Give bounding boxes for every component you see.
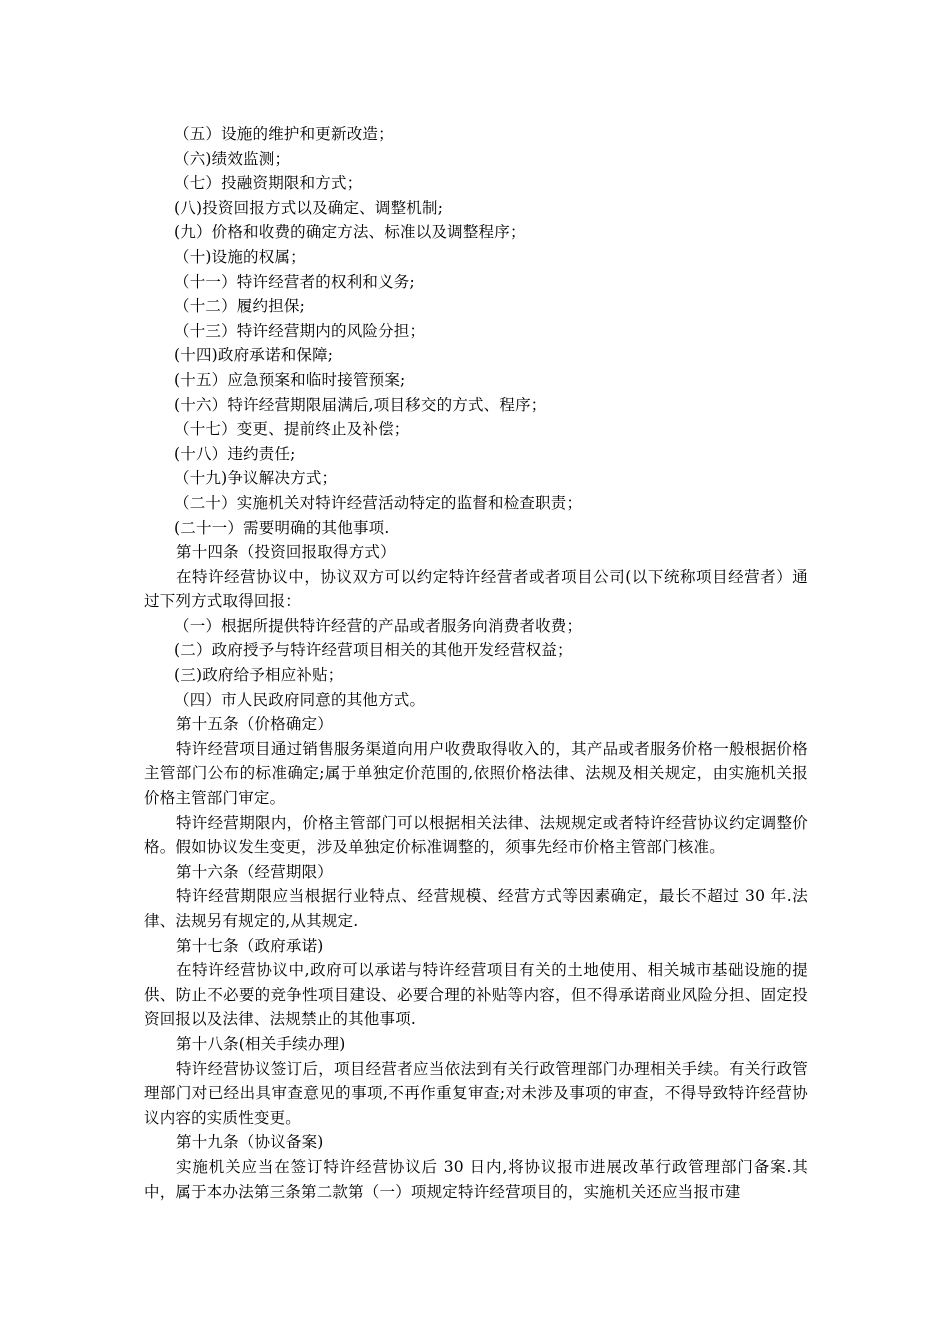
article-heading: 第十七条（政府承诺): [176, 936, 324, 955]
list-item: (十八）违约责任;: [174, 444, 296, 463]
list-item: （一）根据所提供特许经营的产品或者服务向消费者收费；: [174, 616, 583, 635]
list-item: （四）市人民政府同意的其他方式。: [174, 690, 426, 709]
article-heading: 第十六条（经营期限）: [176, 862, 334, 881]
document-body: [144, 122, 808, 1204]
list-item: （十九)争议解决方式；: [174, 469, 338, 488]
article-heading: 第十四条（投资回报取得方式）: [176, 543, 396, 562]
list-item: (八)投资回报方式以及确定、调整机制;: [174, 198, 444, 217]
list-item: （十三）特许经营期内的风险分担；: [174, 321, 426, 340]
list-item: （十)设施的权属；: [174, 247, 306, 266]
list-item: (十六）特许经营期限届满后,项目移交的方式、程序；: [174, 395, 547, 414]
body-paragraph: 特许经营期限内，价格主管部门可以根据相关法律、法规规定或者特许经营协议约定调整价格。假如协议发生变更，涉及单独定价标准调整的，须事先经市价格主管部门核准。: [144, 813, 808, 857]
list-item: (九）价格和收费的确定方法、标准以及调整程序；: [174, 223, 526, 242]
list-item: (二十一）需要明确的其他事项.: [174, 518, 390, 537]
article-heading: 第十八条(相关手续办理): [176, 1034, 346, 1053]
list-item: （五）设施的维护和更新改造；: [174, 125, 394, 143]
list-item: (十四)政府承诺和保障;: [174, 346, 334, 365]
body-paragraph: 特许经营项目通过销售服务渠道向用户收费取得收入的，其产品或者服务价格一般根据价格主管部门公布的标准确定;属于单独定价范围的,依照价格法律、法规及相关规定，由实施机关报价格主管部门审定。: [144, 739, 808, 808]
list-item: （十一）特许经营者的权利和义务;: [174, 272, 415, 291]
list-item: (十五）应急预案和临时接管预案;: [174, 370, 406, 389]
list-item: （十二）履约担保;: [174, 297, 306, 316]
body-paragraph: 特许经营协议签订后，项目经营者应当依法到有关行政管理部门办理相关手续。有关行政管理部门对已经出具审查意见的事项,不再作重复审查;对未涉及事项的审查，不得导致特许经营协议内容的实质性变更。: [144, 1059, 808, 1127]
body-paragraph: 特许经营期限应当根据行业特点、经营规模、经营方式等因素确定，最长不超过 30 年.法律、法规另有规定的,从其规定.: [144, 887, 808, 930]
body-paragraph: 在特许经营协议中，协议双方可以约定特许经营者或者项目公司(以下统称项目经营者）通过下列方式取得回报：: [144, 567, 808, 611]
body-paragraph: 实施机关应当在签订特许经营协议后 30 日内,将协议报市进展改革行政管理部门备案.其中，属于本办法第三条第二款第（一）项规定特许经营项目的，实施机关还应当报市建: [144, 1157, 808, 1201]
list-item: （七）投融资期限和方式；: [174, 174, 363, 193]
list-item: （十七）变更、提前终止及补偿；: [174, 420, 410, 439]
list-item: (二）政府授予与特许经营项目相关的其他开发经营权益；: [174, 641, 573, 660]
list-item: （六)绩效监测；: [174, 149, 291, 168]
list-item: （二十）实施机关对特许经营活动特定的监督和检查职责；: [174, 493, 583, 512]
list-item: (三)政府给予相应补贴；: [174, 666, 344, 685]
article-heading: 第十五条（价格确定）: [176, 715, 334, 734]
body-paragraph: 在特许经营协议中,政府可以承诺与特许经营项目有关的土地使用、相关城市基础设施的提供、防止不必要的竞争性项目建设、必要合理的补贴等内容，但不得承诺商业风险分担、固定投资回报以及法律、法规禁止的其他事项.: [144, 961, 808, 1029]
article-heading: 第十九条（协议备案): [176, 1133, 324, 1152]
